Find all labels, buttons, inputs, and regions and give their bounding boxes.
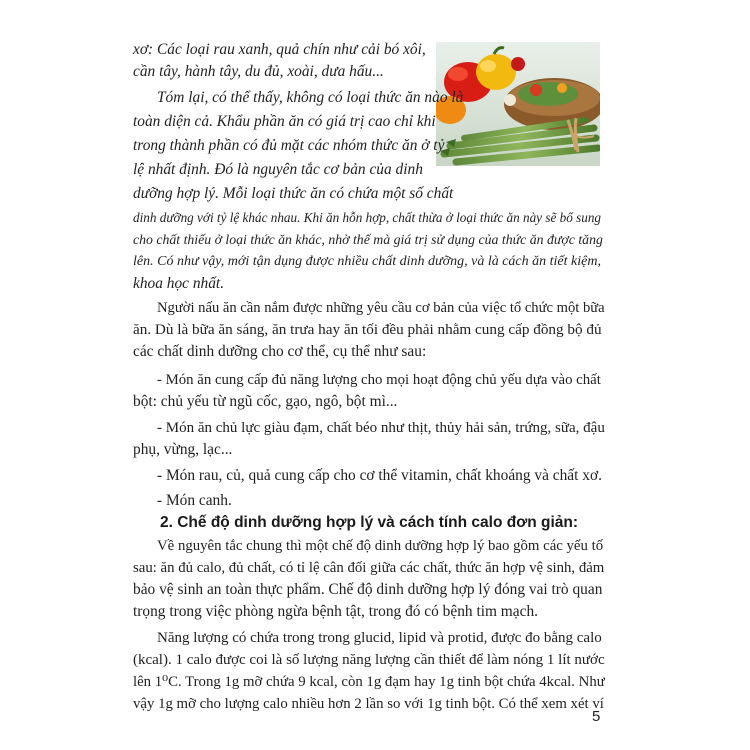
- paragraph-2-line-4: lệ nhất định. Đó là nguyên tắc cơ bản của dinh: [133, 161, 423, 178]
- bullet-1-line-2: bột: chủ yếu từ ngũ cốc, gạo, ngô, bột mì...: [133, 393, 398, 410]
- paragraph-1-line-2: cần tây, hành tây, du đủ, xoài, dưa hấu...: [133, 63, 384, 80]
- paragraph-2-line-7: cho chất thiếu ở loại thức ăn khác, nhờ thế mà giá trị sử dụng của thức ăn được tăng: [133, 232, 603, 247]
- section-heading: 2. Chế độ dinh dưỡng hợp lý và cách tính calo đơn giản:: [160, 514, 579, 531]
- bullet-1-line-1: - Món ăn cung cấp đủ năng lượng cho mọi hoạt động chủ yếu dựa vào chất: [157, 372, 601, 388]
- bullet-4: - Món canh.: [157, 492, 232, 509]
- paragraph-2-line-2: toàn diện cả. Khẩu phần ăn có giá trị cao chỉ khi: [133, 113, 436, 130]
- bullet-3: - Món rau, củ, quả cung cấp cho cơ thể vitamin, chất khoáng và chất xơ.: [157, 467, 602, 484]
- paragraph-4-line-2: sau: ăn đủ calo, đủ chất, có tỉ lệ cân đối giữa các chất, thức ăn hợp vệ sinh, đảm: [133, 560, 605, 576]
- paragraph-2-line-3: trong thành phần có đủ mặt các nhóm thức ăn ở tỷ: [133, 137, 445, 154]
- paragraph-5-line-2: (kcal). 1 calo được coi là số lượng năng lượng cần thiết để làm nóng 1 lít nước: [133, 652, 605, 668]
- paragraph-4-line-4: trọng trong việc phòng ngừa bệnh tật, trong đó có bệnh tim mạch.: [133, 603, 538, 620]
- paragraph-2-line-8: lên. Có như vậy, mới tận dụng được nhiều chất dinh dưỡng, và là cách ăn tiết kiệm,: [133, 254, 601, 269]
- paragraph-5-line-3: lên 1⁰C. Trong 1g mỡ chứa 9 kcal, còn 1g đạm hay 1g tinh bột chứa 4kcal. Như: [133, 674, 605, 690]
- paragraph-5-line-4: vậy 1g mỡ cho lượng calo nhiều hơn 2 lần so với 1g tinh bột. Có thể xem xét ví: [133, 696, 604, 712]
- bullet-2-line-1: - Món ăn chủ lực giàu đạm, chất béo như thịt, thủy hải sản, trứng, sữa, đậu: [157, 420, 605, 436]
- paragraph-1-line-1: xơ: Các loại rau xanh, quả chín như cải bó xôi,: [133, 41, 426, 58]
- paragraph-3-line-2: ăn. Dù là bữa ăn sáng, ăn trưa hay ăn tối đều phải nhằm cung cấp đồng bộ đủ: [133, 321, 602, 338]
- paragraph-5-line-1: Năng lượng có chứa trong trong glucid, lipid và protid, được đo bằng calo: [157, 630, 602, 646]
- paragraph-3-line-3: các chất dinh dưỡng cho cơ thể, cụ thể như sau:: [133, 343, 427, 360]
- paragraph-2-line-9: khoa học nhất.: [133, 275, 225, 292]
- paragraph-2-line-1: Tóm lại, có thể thấy, không có loại thức ăn nào là: [157, 89, 464, 106]
- bullet-2-line-2: phụ, vừng, lạc...: [133, 441, 233, 458]
- paragraph-2-line-5: dưỡng hợp lý. Mỗi loại thức ăn có chứa một số chất: [133, 185, 454, 202]
- paragraph-4-line-1: Về nguyên tắc chung thì một chế độ dinh dưỡng hợp lý bao gồm các yếu tố: [157, 538, 604, 554]
- paragraph-2-line-6: dinh dưỡng với tỷ lệ khác nhau. Khi ăn hỗn hợp, chất thừa ở loại thức ăn này sẽ bổ sung: [133, 210, 602, 225]
- paragraph-3-line-1: Người nấu ăn cần nắm được những yêu cầu cơ bản của việc tổ chức một bữa: [157, 300, 605, 316]
- page-number: 5: [592, 708, 601, 725]
- paragraph-4-line-3: bảo vệ sinh an toàn thực phẩm. Chế độ dinh dưỡng hợp lý đóng vai trò quan: [133, 581, 603, 598]
